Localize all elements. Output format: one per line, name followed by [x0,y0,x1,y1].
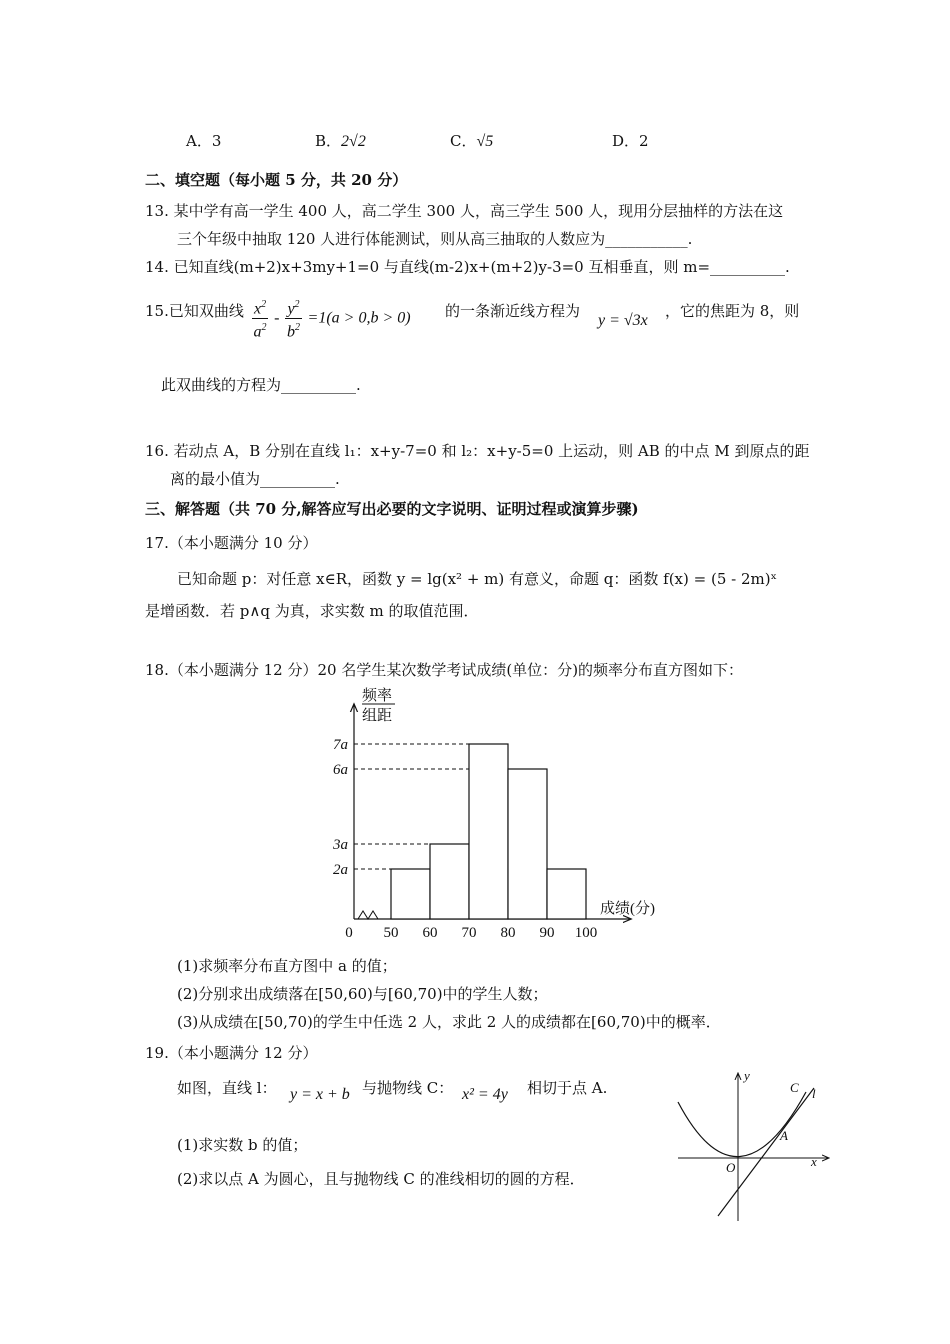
parabola-figure [668,1066,838,1226]
q13-line1: 13. 某中学有高一学生 400 人，高二学生 300 人，高三学生 500 人，现用分层抽样的方法在这 [145,202,784,220]
q16-line2: 离的最小值为__________. [170,470,340,488]
x-label: 成绩(分) [600,901,655,917]
q15-mid: 的一条渐近线方程为 [445,302,581,320]
q17-p1: 已知命题 p：对任意 x∈R，函数 y = lg(x² + m) 有意义，命题 q：函数 f(x) = (5 - 2m)ˣ [177,570,777,588]
option-d: D．2 [612,132,649,150]
q18-header: 18.（本小题满分 12 分）20 名学生某次数学考试成绩(单位：分)的频率分布直方图如下： [145,661,744,679]
ytick-label: 7a [333,737,348,753]
q17-header: 17.（本小题满分 10 分） [145,534,318,552]
q15-condition: =1(a > 0,b > 0) [307,309,411,327]
y-label-top: 频率 [362,688,393,704]
frac-x2-a2: $\frac{x^2}{a^2}$ [252,296,268,342]
q15-hyperbola [250,296,411,342]
xtick-label: 50 [383,925,399,941]
q17-p2: 是增函数．若 p∧q 为真，求实数 m 的取值范围． [145,602,479,620]
xtick-label: 80 [500,925,516,941]
histogram-chart [0,685,950,945]
q19-p1a: 如图，直线 l： [177,1079,277,1097]
histogram-bar-[90,100] [547,869,586,919]
frac-y2-b2: $\frac{y^2}{b^2}$ [285,296,301,342]
q19-p1b: 与抛物线 C： [362,1079,454,1097]
q14-text: 14. 已知直线(m+2)x+3my+1=0 与直线(m-2)x+(m+2)y-3=0 互相垂直，则 m=__________. [145,258,790,276]
minus-sign: - [274,309,280,327]
histogram-bar-[80,90) [508,769,547,919]
q15-line2: 此双曲线的方程为__________. [161,376,361,394]
fig-x-label: x [811,1154,817,1169]
axis-break-icon [358,911,378,919]
q16-line1: 16. 若动点 A，B 分别在直线 l₁：x+y-7=0 和 l₂：x+y-5=0 上运动，则 AB 的中点 M 到原点的距 [145,442,810,460]
xtick-label: 90 [539,925,555,941]
option-c: C．√5 [450,132,494,150]
xtick-label: 0 [345,925,353,941]
q19-s2: (2)求以点 A 为圆心，且与抛物线 C 的准线相切的圆的方程． [177,1170,585,1188]
q19-header: 19.（本小题满分 12 分） [145,1044,318,1062]
ytick-label: 2a [333,862,348,878]
fig-origin-label: O [726,1160,736,1175]
q19-s1: (1)求实数 b 的值； [177,1136,308,1154]
q19-para-eq: x² = 4y [462,1086,508,1103]
q18-s2: (2)分别求出成绩落在[50,60)与[60,70)中的学生人数； [177,985,548,1003]
option-c-value: √5 [476,133,494,150]
q18-s3: (3)从成绩在[50,70)的学生中任选 2 人，求此 2 人的成绩都在[60,70)中的概率． [177,1013,721,1031]
q15-suffix: ，它的焦距为 8，则 [665,302,800,320]
histogram-bar-[60,70) [430,844,469,919]
tangent-line [718,1088,814,1216]
q13-line2: 三个年级中抽取 120 人进行体能测试，则从高三抽取的人数应为___________. [177,230,693,248]
section2-title: 二、填空题（每小题 5 分，共 20 分） [145,171,408,189]
section3-title: 三、解答题（共 70 分,解答应写出必要的文字说明、证明过程或演算步骤) [145,500,639,518]
fig-line-l-label: l [812,1086,816,1101]
q19-p1c: 相切于点 A. [527,1079,608,1097]
fig-y-label: y [744,1068,750,1083]
q18-s1: (1)求频率分布直方图中 a 的值； [177,957,397,975]
ytick-label: 3a [333,837,348,853]
xtick-label: 70 [461,925,477,941]
ytick-label: 6a [333,762,348,778]
y-label-bottom: 组距 [362,708,393,724]
q15-prefix: 15.已知双曲线 [145,302,244,320]
fig-point-a-label: A [780,1128,788,1143]
histogram-bar-[50,60) [391,869,430,919]
q15-asymptote: y = √3x [598,312,648,329]
q19-line-eq: y = x + b [290,1086,350,1103]
fig-curve-c-label: C [790,1080,799,1095]
option-a: A．3 [186,132,222,150]
option-b-value: 2√2 [341,133,366,150]
histogram-bar-[70,80) [469,744,508,919]
option-b: B．2√2 [315,132,366,150]
xtick-label: 100 [574,925,598,941]
xtick-label: 60 [422,925,438,941]
